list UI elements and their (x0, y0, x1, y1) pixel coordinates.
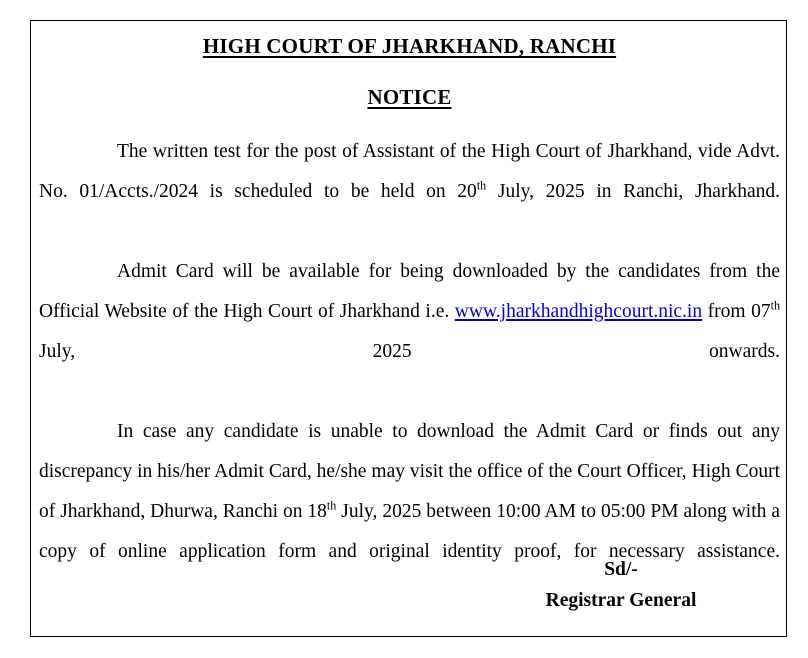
notice-document-body (39, 21, 780, 636)
notice-page-border (30, 20, 787, 637)
ordinal-suffix-18th: th (326, 498, 337, 513)
paragraph-2-text-b: from 07 (702, 301, 771, 323)
paragraph-2-text-a: Admit Card will be available for being downloaded by the candidates from the Official Website of the High Court of Jharkhand i.e. (39, 261, 780, 323)
page-title-text: HIGH COURT OF JHARKHAND, RANCHI (202, 34, 617, 58)
ordinal-suffix-07th: th (770, 298, 780, 313)
paragraph-written-test (39, 132, 780, 252)
signature-block (459, 554, 783, 616)
paragraph-admit-card-download (39, 252, 780, 412)
paragraph-1-text-a: The written test for the post of Assistant of the High Court of Jharkhand, vide Advt. No. 01/Accts./2024 is scheduled to be held on 20 (39, 141, 780, 203)
paragraph-3-text-a: In case any candidate is unable to download the Admit Card or finds out any discrepancy in his/her Admit Card, he/she may visit the office of the Court Officer, High Court of Jharkhand, Dhurwa, Ranchi on 18 (39, 421, 780, 523)
paragraph-2-text-c: July, 2025 onwards. (39, 341, 780, 363)
official-website-link[interactable]: www.jharkhandhighcourt.nic.in (454, 301, 703, 323)
paragraph-1-text-b: July, 2025 in Ranchi, Jharkhand. (486, 181, 780, 203)
notice-subtitle-text: NOTICE (367, 85, 452, 110)
paragraph-3-text-b: July, 2025 between 10:00 AM to 05:00 PM along with a copy of online application form and original identity proof, for necessary assistance. (39, 501, 780, 563)
ordinal-suffix-20th: th (476, 178, 487, 193)
notice-subtitle (39, 85, 780, 110)
signature-mark: Sd/- (604, 559, 638, 580)
page-title (39, 34, 780, 59)
signature-designation: Registrar General (545, 590, 697, 611)
